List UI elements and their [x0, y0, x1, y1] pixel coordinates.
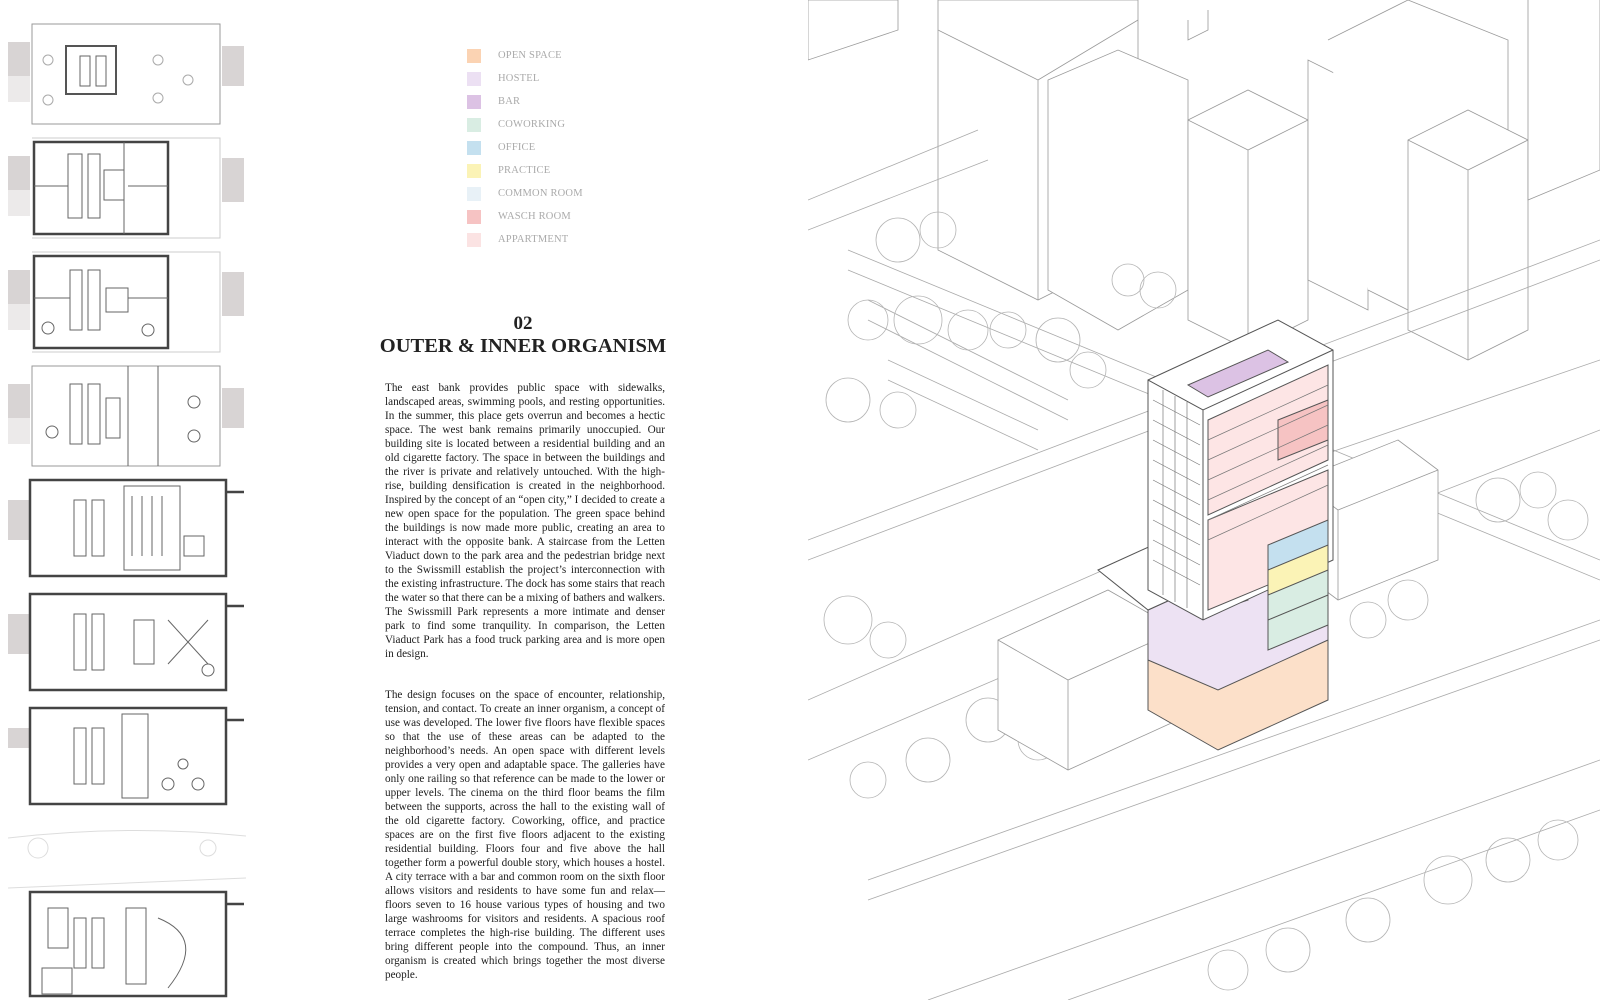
- section-number: 02: [513, 313, 533, 334]
- legend-swatch: [467, 210, 481, 224]
- legend-swatch: [467, 164, 481, 178]
- legend-item-practice: [467, 159, 583, 182]
- legend-swatch: [467, 187, 481, 201]
- legend-item-wasch-room: [467, 205, 583, 228]
- context-buildings: [808, 0, 1600, 360]
- legend-item-open-space: [467, 44, 583, 67]
- floor-plan-level-3: [8, 476, 246, 584]
- floor-plan-upper-1: [8, 134, 246, 242]
- floor-plan-roof: [8, 20, 246, 128]
- legend-label: OFFICE: [498, 142, 536, 153]
- high-rise-tower: [1148, 320, 1333, 650]
- floor-plans-column: [8, 12, 246, 1000]
- legend-item-hostel: [467, 67, 583, 90]
- body-paragraph-1: The east bank provides public space with sidewalks, landscaped areas, swimming pools, and resting opportunities. In the summer, this place gets overrun and becomes a hectic space. The west bank remains primarily unoccupied. Our building site is located between a residential building and an old cigarette factory. The space in between the buildings and the river is private and relatively untouched. With the high-rise, building densification is created in the neighborhood. Inspired by the concept of an “open city,” I decided to create a new open space for the population. The green space behind the buildings is now made more public, creating an area to interact with the opposite bank. A staircase from the Letten Viaduct down to the park area and the pedestrian bridge next to the Swissmill establish the project’s interconnection with the existing infrastructure. The dock has some stairs that reach the water so that there can be a mixing of bathers and walkers. The Swissmill Park represents a more intimate and denser park to find some tranquility. In comparison, the Letten Viaduct Park has a food truck parking area and is more open in design.: [385, 382, 665, 660]
- legend-swatch: [467, 141, 481, 155]
- body-paragraph-2: The design focuses on the space of encounter, relationship, tension, and contact. To create an inner organism, a concept of use was developed. The lower five floors have flexible spaces so that the use of these areas can be adapted to the neighborhood’s needs. An open space with different levels provides a very open and adaptable space. The galleries have only one railing so that reference can be made to the lower or upper levels. The cinema on the third floor beams the film between the supports, across the hall to the existing wall of the old cigarette factory. Coworking, office, and practice spaces are on the first five floors adjacent to the existing residential building. Floors four and five above the hall together form a powerful double story, which houses a hostel. A city terrace with a bar and common room on the sixth floor allows visitors and residents to have some fun and relax—floors seven to 16 house various types of housing and two large washrooms for visitors and residents. A spacious roof terrace completes the high-rise building. The different uses bring different people into the compound. Thus, an inner organism is created which brings together the most diverse people.: [385, 689, 665, 981]
- legend-item-bar: [467, 90, 583, 113]
- legend-item-office: [467, 136, 583, 159]
- legend-swatch: [467, 233, 481, 247]
- legend-swatch: [467, 95, 481, 109]
- legend-label: PRACTICE: [498, 165, 551, 176]
- program-legend: [467, 44, 583, 251]
- legend-label: COWORKING: [498, 119, 566, 130]
- legend-label: HOSTEL: [498, 73, 540, 84]
- legend-label: COMMON ROOM: [498, 188, 583, 199]
- legend-item-common-room: [467, 182, 583, 205]
- floor-plan-upper-2: [8, 248, 246, 356]
- floor-plan-upper-3: [8, 362, 246, 470]
- axonometric-drawing: [808, 0, 1600, 1000]
- legend-swatch: [467, 72, 481, 86]
- floor-plan-level-1: [8, 704, 246, 812]
- legend-item-coworking: [467, 113, 583, 136]
- legend-item-appartment: [467, 228, 583, 251]
- legend-label: WASCH ROOM: [498, 211, 571, 222]
- floor-plan-level-2: [8, 590, 246, 698]
- legend-swatch: [467, 118, 481, 132]
- legend-label: APPARTMENT: [498, 234, 569, 245]
- floor-plan-ground: [8, 818, 246, 1000]
- legend-label: OPEN SPACE: [498, 50, 562, 61]
- legend-swatch: [467, 49, 481, 63]
- section-title: OUTER & INNER ORGANISM: [379, 335, 667, 357]
- legend-label: BAR: [498, 96, 521, 107]
- section-heading: [372, 314, 674, 358]
